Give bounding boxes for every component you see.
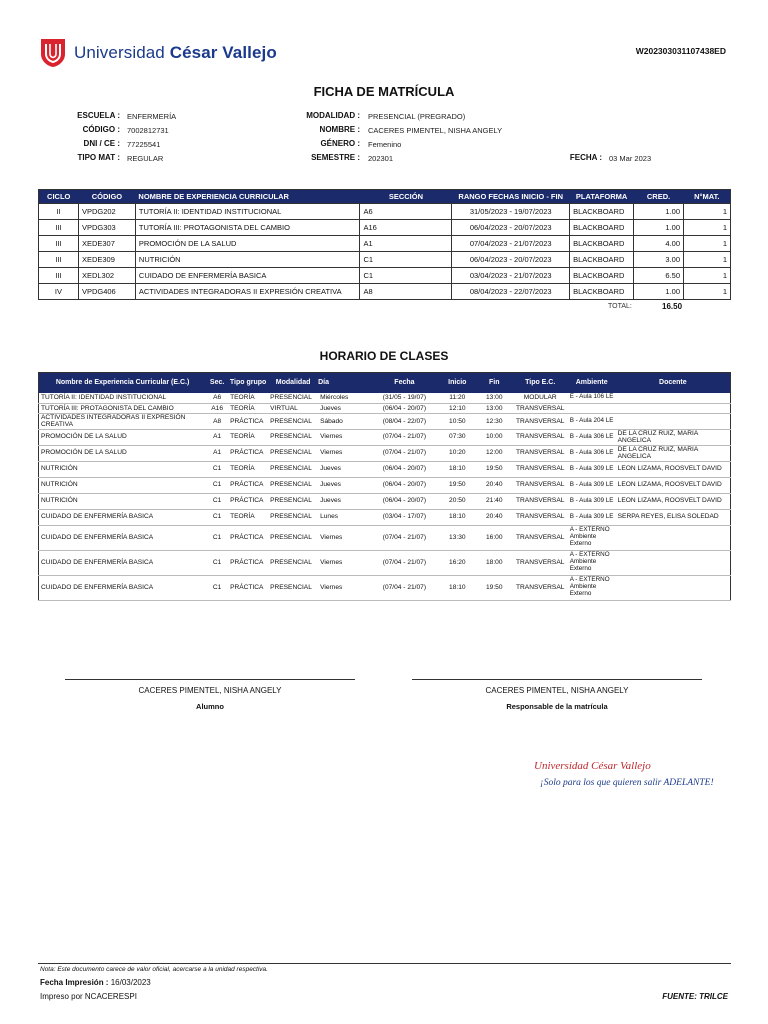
cell-fecha: (07/04 - 21/07) [370, 429, 439, 445]
cell-ambiente: A - EXTERNO Ambiente Externo [568, 525, 616, 550]
cell-nmat: 1 [684, 204, 731, 220]
cell-seccion: C1 [360, 252, 452, 268]
cell-nmat: 1 [684, 284, 731, 300]
slogan-university: Universidad César Vallejo [534, 760, 651, 772]
cell-cred: 4.00 [634, 236, 684, 252]
cell-nombre: ACTIVIDADES INTEGRADORAS II EXPRESIÓN CREATIVA [135, 284, 360, 300]
cell-docente: SERPA REYES, ELISA SOLEDAD [616, 509, 731, 525]
logo-text: Universidad César Vallejo [74, 43, 277, 62]
cell-docente [616, 550, 731, 575]
cell-ambiente: B - Aula 309 LE [568, 477, 616, 493]
cell-ec: TUTORÍA III: PROTAGONISTA DEL CAMBIO [39, 404, 207, 414]
cell-seccion: A8 [360, 284, 452, 300]
cell-sec: A6 [206, 393, 228, 404]
table-row [39, 252, 731, 268]
table-row [39, 284, 731, 300]
print-date [40, 978, 151, 987]
cell-sec: A8 [206, 414, 228, 430]
cell-nombre: TUTORÍA II: IDENTIDAD INSTITUCIONAL [135, 204, 360, 220]
cell-plataforma: BLACKBOARD [570, 252, 634, 268]
print-date-value: 16/03/2023 [110, 978, 151, 987]
cell-ec: PROMOCIÓN DE LA SALUD [39, 429, 207, 445]
cell-dia: Viernes [318, 445, 370, 461]
cell-inicio: 20:50 [439, 493, 476, 509]
genero-value: Femenino [368, 140, 402, 149]
footer-divider [38, 963, 731, 964]
cell-ec: CUIDADO DE ENFERMERÍA BASICA [39, 509, 207, 525]
cell-rango: 06/04/2023 - 20/07/2023 [452, 220, 570, 236]
cell-ambiente: B - Aula 309 LE [568, 461, 616, 477]
cell-dia: Lunes [318, 509, 370, 525]
courses-table [38, 189, 731, 300]
cell-nombre: NUTRICIÓN [135, 252, 360, 268]
col-fin: Fin [476, 373, 513, 393]
cell-fecha: (31/05 - 19/07) [370, 393, 439, 404]
cell-nombre: CUIDADO DE ENFERMERÍA BASICA [135, 268, 360, 284]
col-modalidad: Modalidad [268, 373, 318, 393]
cell-docente [616, 414, 731, 430]
cell-dia: Sábado [318, 414, 370, 430]
cell-fin: 16:00 [476, 525, 513, 550]
cell-cred: 1.00 [634, 220, 684, 236]
cell-inicio: 18:10 [439, 461, 476, 477]
dni-label: DNI / CE : [83, 139, 120, 148]
cell-codigo: XEDL302 [78, 268, 135, 284]
cell-sec: A1 [206, 429, 228, 445]
cell-tipo-ec: TRANSVERSAL [513, 509, 568, 525]
cell-docente [616, 575, 731, 600]
cell-modalidad: PRESENCIAL [268, 575, 318, 600]
cell-docente: LEON LIZAMA, ROOSVELT DAVID [616, 461, 731, 477]
cell-inicio: 16:20 [439, 550, 476, 575]
cell-docente [616, 404, 731, 414]
student-signature-line [65, 679, 355, 680]
cell-seccion: C1 [360, 268, 452, 284]
cell-fin: 18:00 [476, 550, 513, 575]
cell-rango: 03/04/2023 - 21/07/2023 [452, 268, 570, 284]
cell-tipo-grupo: PRÁCTICA [228, 477, 268, 493]
cell-ambiente: E - Aula 106 LE [568, 393, 616, 404]
tipo-mat-value: REGULAR [127, 154, 164, 163]
cell-ambiente [568, 404, 616, 414]
list-item [39, 477, 731, 493]
page-title: FICHA DE MATRÍCULA [313, 84, 455, 99]
cell-nombre: TUTORÍA III: PROTAGONISTA DEL CAMBIO [135, 220, 360, 236]
cell-rango: 07/04/2023 - 21/07/2023 [452, 236, 570, 252]
col-ec: Nombre de Experiencia Curricular (E.C.) [39, 373, 207, 393]
cell-tipo-ec: TRANSVERSAL [513, 429, 568, 445]
cell-docente: LEON LIZAMA, ROOSVELT DAVID [616, 493, 731, 509]
cell-tipo-grupo: PRÁCTICA [228, 414, 268, 430]
list-item [39, 461, 731, 477]
col-fecha: Fecha [370, 373, 439, 393]
student-signature-name: CACERES PIMENTEL, NISHA ANGELY [138, 686, 282, 695]
list-item [39, 493, 731, 509]
cell-codigo: XEDE307 [78, 236, 135, 252]
schedule-table [38, 372, 731, 601]
cell-dia: Viernes [318, 575, 370, 600]
list-item [39, 393, 731, 404]
responsible-signature-name: CACERES PIMENTEL, NISHA ANGELY [485, 686, 629, 695]
nombre-label: NOMBRE : [319, 125, 360, 134]
cell-docente: DE LA CRUZ RUIZ, MARIA ANGELICA [616, 445, 731, 461]
col-plataforma: PLATAFORMA [570, 190, 634, 204]
cell-nombre: PROMOCIÓN DE LA SALUD [135, 236, 360, 252]
student-info [0, 0, 768, 170]
cell-ec: NUTRICIÓN [39, 461, 207, 477]
cell-fecha: (07/04 - 21/07) [370, 525, 439, 550]
codigo-value: 7002812731 [127, 126, 169, 135]
cell-modalidad: PRESENCIAL [268, 445, 318, 461]
cell-ec: CUIDADO DE ENFERMERÍA BASICA [39, 575, 207, 600]
modalidad-value: PRESENCIAL (PREGRADO) [368, 112, 466, 121]
cell-nmat: 1 [684, 236, 731, 252]
list-item [39, 509, 731, 525]
fecha-label: FECHA : [569, 153, 602, 162]
cell-fecha: (07/04 - 21/07) [370, 575, 439, 600]
cell-ambiente: B - Aula 306 LE [568, 429, 616, 445]
cell-inicio: 12:10 [439, 404, 476, 414]
cell-nmat: 1 [684, 252, 731, 268]
cell-seccion: A6 [360, 204, 452, 220]
cell-tipo-ec: TRANSVERSAL [513, 550, 568, 575]
cell-fin: 13:00 [476, 393, 513, 404]
total-value: 16.50 [662, 302, 683, 311]
cell-sec: C1 [206, 509, 228, 525]
cell-nmat: 1 [684, 268, 731, 284]
cell-codigo: VPDG406 [78, 284, 135, 300]
cell-inicio: 10:20 [439, 445, 476, 461]
cell-ciclo: II [39, 204, 79, 220]
cell-plataforma: BLACKBOARD [570, 284, 634, 300]
responsible-signature-role: Responsable de la matrícula [506, 702, 608, 711]
cell-inicio: 19:50 [439, 477, 476, 493]
col-seccion: SECCIÓN [360, 190, 452, 204]
cell-fecha: (08/04 - 22/07) [370, 414, 439, 430]
printed-by: Impreso por NCACERESPI [40, 992, 137, 1001]
cell-tipo-ec: TRANSVERSAL [513, 404, 568, 414]
source-label: FUENTE: TRILCE [662, 992, 728, 1001]
col-nombre: NOMBRE DE EXPERIENCIA CURRICULAR [135, 190, 360, 204]
cell-inicio: 11:20 [439, 393, 476, 404]
col-cred: CRED. [634, 190, 684, 204]
student-signature-role: Alumno [196, 702, 224, 711]
cell-fin: 10:00 [476, 429, 513, 445]
modalidad-label: MODALIDAD : [306, 111, 360, 120]
nombre-value: CACERES PIMENTEL, NISHA ANGELY [368, 126, 503, 135]
cell-inicio: 07:30 [439, 429, 476, 445]
cell-tipo-grupo: TEORÍA [228, 509, 268, 525]
cell-modalidad: PRESENCIAL [268, 509, 318, 525]
col-nmat: N°MAT. [684, 190, 731, 204]
cell-dia: Jueves [318, 461, 370, 477]
cell-modalidad: PRESENCIAL [268, 429, 318, 445]
footer-note: Nota: Este documento carece de valor oficial, acercarse a la unidad respectiva. [40, 966, 268, 973]
cell-tipo-ec: TRANSVERSAL [513, 525, 568, 550]
cell-rango: 06/04/2023 - 20/07/2023 [452, 252, 570, 268]
cell-ec: ACTIVIDADES INTEGRADORAS II EXPRESIÓN CREATIVA [39, 414, 207, 430]
cell-fecha: (07/04 - 21/07) [370, 550, 439, 575]
cell-modalidad: PRESENCIAL [268, 477, 318, 493]
list-item [39, 404, 731, 414]
schedule-title: HORARIO DE CLASES [319, 349, 449, 363]
cell-modalidad: PRESENCIAL [268, 525, 318, 550]
cell-modalidad: PRESENCIAL [268, 393, 318, 404]
col-tipo-grupo: Tipo grupo [228, 373, 268, 393]
tipo-mat-label: TIPO MAT : [77, 153, 120, 162]
codigo-label: CÓDIGO : [82, 125, 120, 134]
cell-tipo-grupo: PRÁCTICA [228, 575, 268, 600]
cell-tipo-grupo: PRÁCTICA [228, 445, 268, 461]
fecha-value: 03 Mar 2023 [609, 154, 652, 163]
cell-cred: 1.00 [634, 204, 684, 220]
cell-sec: C1 [206, 575, 228, 600]
cell-fin: 20:40 [476, 509, 513, 525]
cell-fin: 21:40 [476, 493, 513, 509]
cell-dia: Viernes [318, 550, 370, 575]
cell-modalidad: PRESENCIAL [268, 461, 318, 477]
cell-fecha: (06/04 - 20/07) [370, 493, 439, 509]
cell-plataforma: BLACKBOARD [570, 204, 634, 220]
table-row [39, 268, 731, 284]
cell-fin: 12:00 [476, 445, 513, 461]
cell-docente [616, 525, 731, 550]
cell-modalidad: PRESENCIAL [268, 493, 318, 509]
cell-tipo-ec: MODULAR [513, 393, 568, 404]
table-row [39, 220, 731, 236]
cell-ec: TUTORÍA II: IDENTIDAD INSTITUCIONAL [39, 393, 207, 404]
cell-fin: 12:30 [476, 414, 513, 430]
cell-docente: LEON LIZAMA, ROOSVELT DAVID [616, 477, 731, 493]
cell-plataforma: BLACKBOARD [570, 220, 634, 236]
escuela-label: ESCUELA : [77, 111, 120, 120]
cell-nmat: 1 [684, 220, 731, 236]
semestre-value: 202301 [368, 154, 394, 163]
cell-inicio: 18:10 [439, 575, 476, 600]
cell-sec: C1 [206, 477, 228, 493]
cell-seccion: A16 [360, 220, 452, 236]
cell-codigo: VPDG303 [78, 220, 135, 236]
genero-label: GÉNERO : [320, 139, 360, 148]
list-item [39, 414, 731, 430]
cell-seccion: A1 [360, 236, 452, 252]
cell-ambiente: A - EXTERNO Ambiente Externo [568, 575, 616, 600]
cell-docente [616, 393, 731, 404]
cell-fecha: (03/04 - 17/07) [370, 509, 439, 525]
cell-tipo-grupo: TEORÍA [228, 429, 268, 445]
cell-cred: 1.00 [634, 284, 684, 300]
list-item [39, 445, 731, 461]
schedule-header-row [39, 373, 731, 393]
cell-tipo-ec: TRANSVERSAL [513, 461, 568, 477]
cell-tipo-grupo: PRÁCTICA [228, 525, 268, 550]
cell-tipo-grupo: PRÁCTICA [228, 550, 268, 575]
print-date-label: Fecha Impresión : [40, 978, 109, 987]
list-item [39, 525, 731, 550]
cell-cred: 6.50 [634, 268, 684, 284]
col-inicio: Inicio [439, 373, 476, 393]
cell-ambiente: B - Aula 309 LE [568, 493, 616, 509]
cell-inicio: 10:50 [439, 414, 476, 430]
cell-fin: 13:00 [476, 404, 513, 414]
cell-dia: Jueves [318, 404, 370, 414]
cell-ciclo: III [39, 268, 79, 284]
cell-fecha: (07/04 - 21/07) [370, 445, 439, 461]
cell-sec: C1 [206, 493, 228, 509]
table-row [39, 204, 731, 220]
col-ciclo: CICLO [39, 190, 79, 204]
cell-rango: 31/05/2023 - 19/07/2023 [452, 204, 570, 220]
cell-tipo-ec: TRANSVERSAL [513, 445, 568, 461]
cell-ec: NUTRICIÓN [39, 493, 207, 509]
col-tipo-ec: Tipo E.C. [513, 373, 568, 393]
col-codigo: CÓDIGO [78, 190, 135, 204]
cell-tipo-ec: TRANSVERSAL [513, 414, 568, 430]
cell-cred: 3.00 [634, 252, 684, 268]
cell-tipo-ec: TRANSVERSAL [513, 477, 568, 493]
cell-tipo-ec: TRANSVERSAL [513, 493, 568, 509]
cell-ciclo: III [39, 252, 79, 268]
table-row [39, 236, 731, 252]
cell-ambiente: B - Aula 204 LE [568, 414, 616, 430]
cell-sec: C1 [206, 525, 228, 550]
cell-ambiente: A - EXTERNO Ambiente Externo [568, 550, 616, 575]
cell-dia: Jueves [318, 477, 370, 493]
col-sec: Sec. [206, 373, 228, 393]
cell-tipo-grupo: TEORÍA [228, 404, 268, 414]
cell-codigo: XEDE309 [78, 252, 135, 268]
cell-codigo: VPDG202 [78, 204, 135, 220]
cell-tipo-grupo: TEORÍA [228, 461, 268, 477]
cell-ciclo: III [39, 220, 79, 236]
cell-fin: 20:40 [476, 477, 513, 493]
cell-fin: 19:50 [476, 575, 513, 600]
cell-sec: A16 [206, 404, 228, 414]
cell-modalidad: PRESENCIAL [268, 550, 318, 575]
cell-ec: PROMOCIÓN DE LA SALUD [39, 445, 207, 461]
cell-dia: Viernes [318, 429, 370, 445]
cell-dia: Jueves [318, 493, 370, 509]
responsible-signature-line [412, 679, 702, 680]
list-item [39, 575, 731, 600]
cell-ec: NUTRICIÓN [39, 477, 207, 493]
cell-modalidad: VIRTUAL [268, 404, 318, 414]
cell-ec: CUIDADO DE ENFERMERÍA BASICA [39, 525, 207, 550]
slogan-tagline: ¡Solo para los que quieren salir ADELANTE! [540, 778, 714, 788]
cell-dia: Viernes [318, 525, 370, 550]
cell-plataforma: BLACKBOARD [570, 268, 634, 284]
cell-sec: C1 [206, 461, 228, 477]
cell-inicio: 18:10 [439, 509, 476, 525]
document-code: W202303031107438ED [635, 46, 726, 56]
cell-rango: 08/04/2023 - 22/07/2023 [452, 284, 570, 300]
cell-ciclo: IV [39, 284, 79, 300]
col-docente: Docente [616, 373, 731, 393]
cell-ambiente: B - Aula 309 LE [568, 509, 616, 525]
col-ambiente: Ambiente [568, 373, 616, 393]
cell-modalidad: PRESENCIAL [268, 414, 318, 430]
total-label: TOTAL: [608, 303, 632, 310]
cell-fecha: (06/04 - 20/07) [370, 461, 439, 477]
cell-tipo-grupo: PRÁCTICA [228, 493, 268, 509]
col-rango: RANGO FECHAS INICIO - FIN [452, 190, 570, 204]
cell-fecha: (06/04 - 20/07) [370, 477, 439, 493]
cell-ambiente: B - Aula 306 LE [568, 445, 616, 461]
list-item [39, 429, 731, 445]
dni-value: 77225541 [127, 140, 161, 149]
cell-fecha: (06/04 - 20/07) [370, 404, 439, 414]
cell-tipo-ec: TRANSVERSAL [513, 575, 568, 600]
cell-ec: CUIDADO DE ENFERMERÍA BASICA [39, 550, 207, 575]
cell-fin: 19:50 [476, 461, 513, 477]
cell-dia: Miércoles [318, 393, 370, 404]
list-item [39, 550, 731, 575]
col-dia: Día [318, 373, 370, 393]
semestre-label: SEMESTRE : [311, 153, 360, 162]
courses-header-row [39, 190, 731, 204]
cell-ciclo: III [39, 236, 79, 252]
cell-sec: A1 [206, 445, 228, 461]
cell-inicio: 13:30 [439, 525, 476, 550]
cell-tipo-grupo: TEORÍA [228, 393, 268, 404]
cell-plataforma: BLACKBOARD [570, 236, 634, 252]
escuela-value: ENFERMERÍA [127, 112, 177, 121]
cell-docente: DE LA CRUZ RUIZ, MARIA ANGELICA [616, 429, 731, 445]
cell-sec: C1 [206, 550, 228, 575]
